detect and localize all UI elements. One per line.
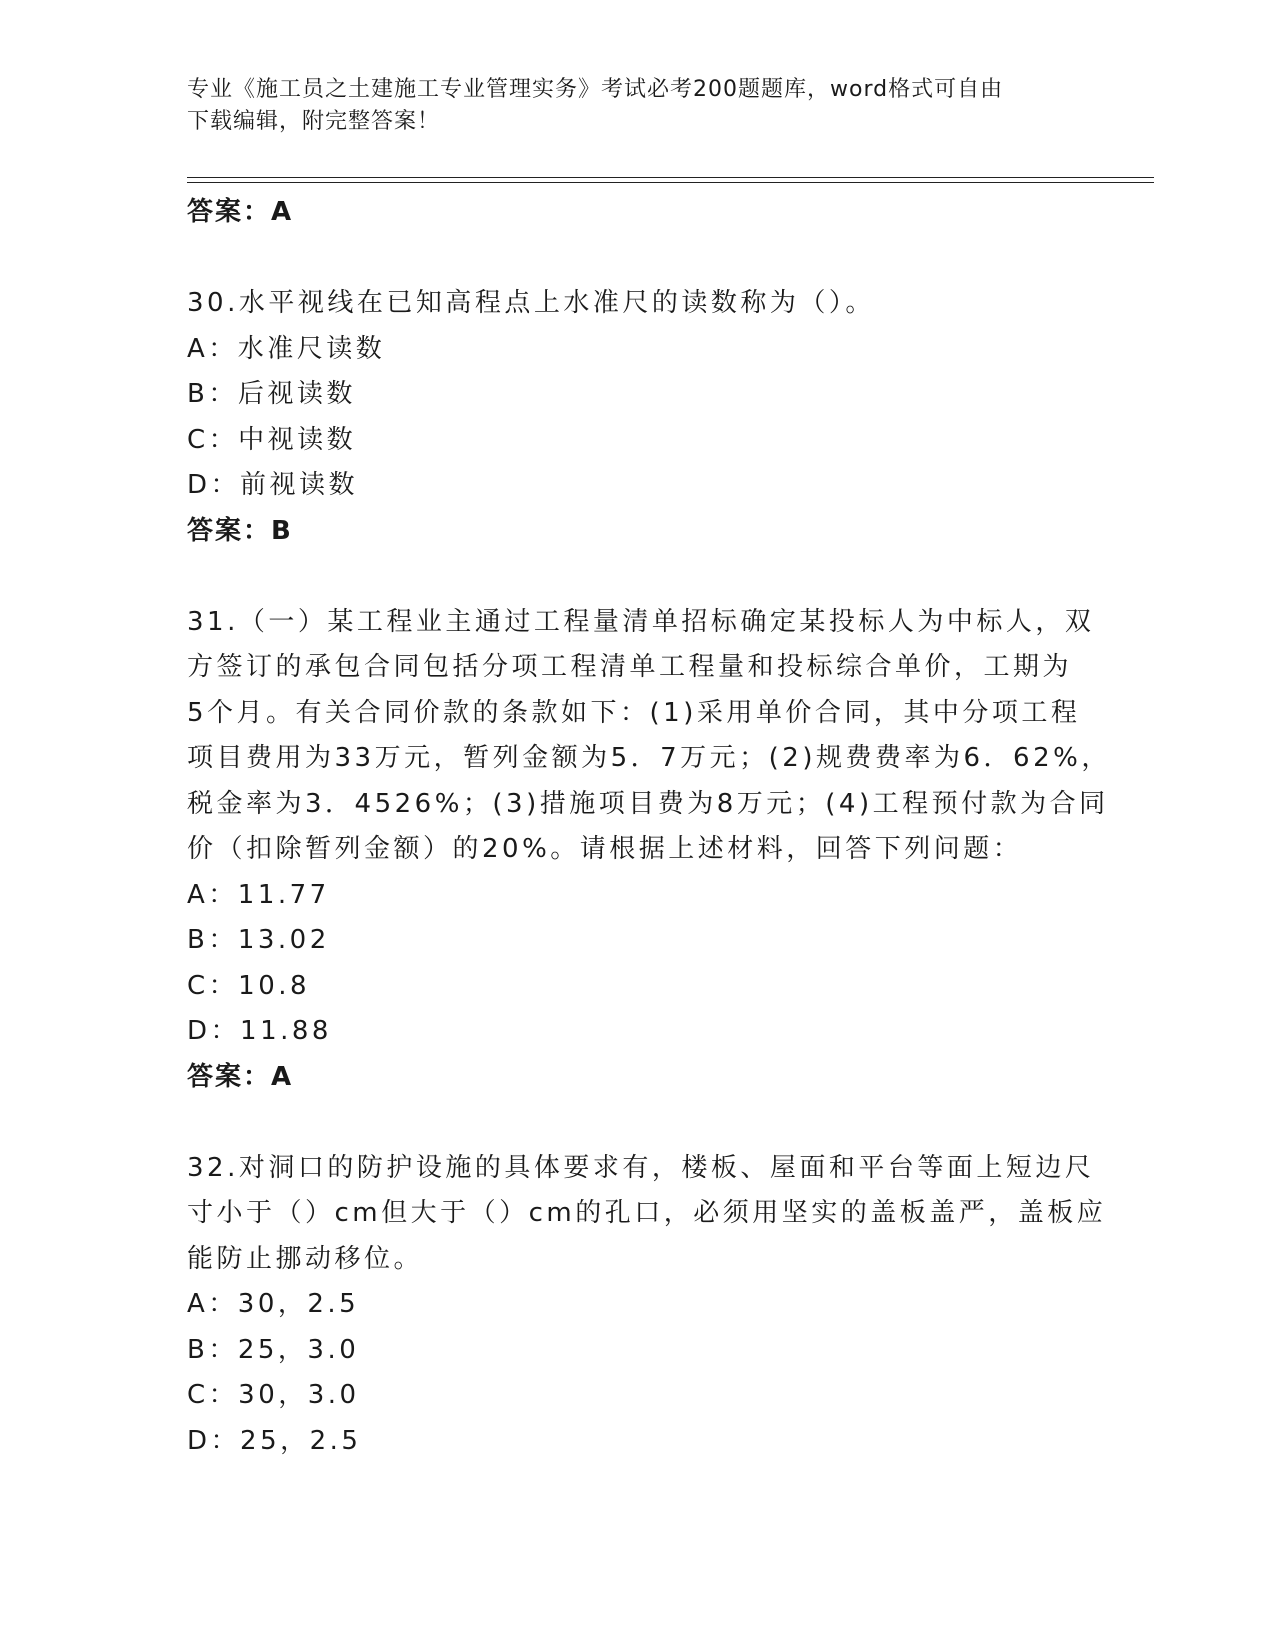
page-header — [187, 74, 1067, 138]
question-text-line: 能防止挪动移位。 — [187, 1243, 424, 1274]
option-d: D：25，2.5 — [187, 1425, 362, 1456]
question-text-line: 税金率为3．4526%；(3)措施项目费为8万元；(4)工程预付款为合同 — [187, 788, 1109, 819]
option-b: B：13.02 — [187, 925, 330, 955]
question-text-line: 31.（一）某工程业主通过工程量清单招标确定某投标人为中标人，双 — [187, 606, 1095, 637]
option-a: A：11.77 — [187, 879, 330, 910]
spacer — [187, 554, 1067, 600]
header-line-1: 专业《施工员之土建施工专业管理实务》考试必考200题题库，word格式可自由 — [187, 77, 1004, 102]
option-b: B：后视读数 — [187, 379, 356, 409]
option-a: A：水准尺读数 — [187, 333, 386, 364]
header-line-2: 下载编辑，附完整答案！ — [187, 109, 441, 134]
option-c: C：10.8 — [187, 970, 311, 1001]
spacer — [187, 1100, 1067, 1146]
spacer — [187, 236, 1067, 282]
header-rule-top — [187, 177, 1154, 178]
answer-label: 答案：A — [187, 1061, 294, 1092]
question-31 — [187, 600, 1111, 1101]
previous-answer: 答案：A — [187, 197, 294, 227]
option-c: C：30，3.0 — [187, 1380, 360, 1410]
question-text-line: 项目费用为33万元，暂列金额为5．7万元；(2)规费费率为6．62%， — [187, 743, 1111, 773]
question-text-line: 方签订的承包合同包括分项工程清单工程量和投标综合单价，工期为 — [187, 652, 1073, 682]
question-32 — [187, 1146, 1107, 1465]
option-d: D：前视读数 — [187, 470, 359, 500]
question-text-line: 价（扣除暂列金额）的20%。请根据上述材料，回答下列问题： — [187, 834, 1023, 864]
question-text: 30.水平视线在已知高程点上水准尺的读数称为（）。 — [187, 288, 875, 318]
answer-label: 答案：B — [187, 515, 293, 546]
option-b: B：25，3.0 — [187, 1334, 360, 1365]
header-rule-bottom — [187, 182, 1154, 183]
question-text-line: 寸小于（）cm但大于（）cm的孔口，必须用坚实的盖板盖严，盖板应 — [187, 1198, 1107, 1228]
option-a: A：30，2.5 — [187, 1289, 360, 1319]
option-c: C：中视读数 — [187, 424, 357, 455]
question-30 — [187, 281, 1067, 554]
question-list — [187, 190, 1111, 1464]
question-text-line: 32.对洞口的防护设施的具体要求有，楼板、屋面和平台等面上短边尺 — [187, 1152, 1095, 1183]
option-d: D：11.88 — [187, 1016, 332, 1046]
question-text-line: 5个月。有关合同价款的条款如下：(1)采用单价合同，其中分项工程 — [187, 697, 1081, 728]
